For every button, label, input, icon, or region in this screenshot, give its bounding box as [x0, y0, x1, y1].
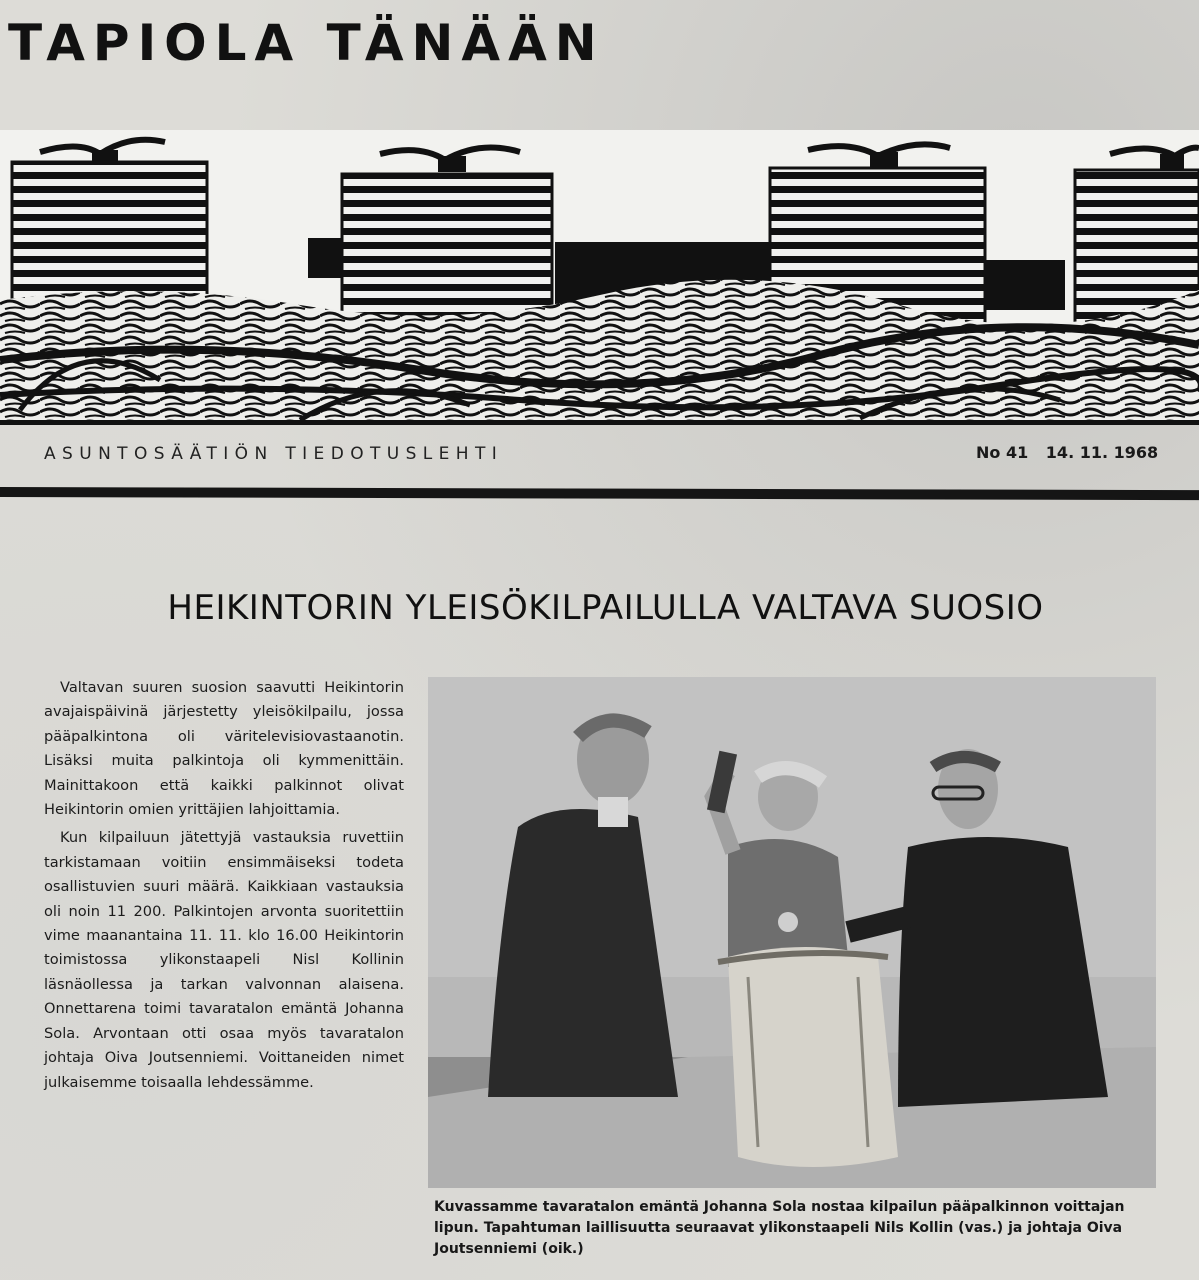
- photo-caption: Kuvassamme tavaratalon emäntä Johanna Sola nostaa kilpailun pääpalkinnon voittajan lipun. Tapahtuman laillisuutta seuraavat ylikonstaapeli Nils Kollin (vas.) ja johtaja Oiva Joutsenniemi (oik.): [434, 1199, 1125, 1257]
- issue-info: [976, 443, 1170, 462]
- masthead-title: TAPIOLA TÄNÄÄN: [8, 14, 605, 72]
- building-1: [12, 140, 207, 312]
- article-body: [44, 676, 404, 1095]
- article-paragraph: Valtavan suuren suosion saavutti Heikintorin avajaispäivinä järjestetty yleisökilpailu, jossa pääpalkintona oli väritelevisiovastaanotin. Lisäksi muita palkintoja oli kymmenittäin. Mainittakoon että kaikki palkinnot olivat Heikintorin omien yrittäjien lahjoittamia.: [44, 679, 404, 819]
- prize-sack: [718, 947, 898, 1167]
- issue-date: 14. 11. 1968: [1045, 443, 1159, 462]
- headline: HEIKINTORIN YLEISÖKILPAILULLA VALTAVA SUOSIO: [167, 588, 1044, 628]
- masthead-subtitle: ASUNTOSÄÄTIÖN TIEDOTUSLEHTI: [44, 444, 504, 464]
- article-paragraph: Kun kilpailuun jätettyjä vastauksia ruvettiin tarkistamaan voitiin ensimmäiseksi todeta osallistuvien suuri määrä. Kaikkiaan vastauksia oli noin 11 200. Palkintojen arvonta suoritettiin vime maanantaina 11. 11. klo 16.00 Heikintorin toimistossa ylikonstaapeli Nisl Kollinin läsnäollessa ja tarkan valvonnan alaisena. Onnettarena toimi tavaratalon emäntä Johanna Sola. Arvontaan otti osaa myös tavaratalon johtaja Oiva Joutsenniemi. Voittaneiden nimet julkaisemme toisaalla lehdessämme.: [44, 829, 404, 1091]
- masthead-illustration: [0, 130, 1199, 425]
- building-2: [342, 148, 552, 335]
- issue-number: No 41: [976, 443, 1029, 462]
- article-photo: [428, 677, 1156, 1188]
